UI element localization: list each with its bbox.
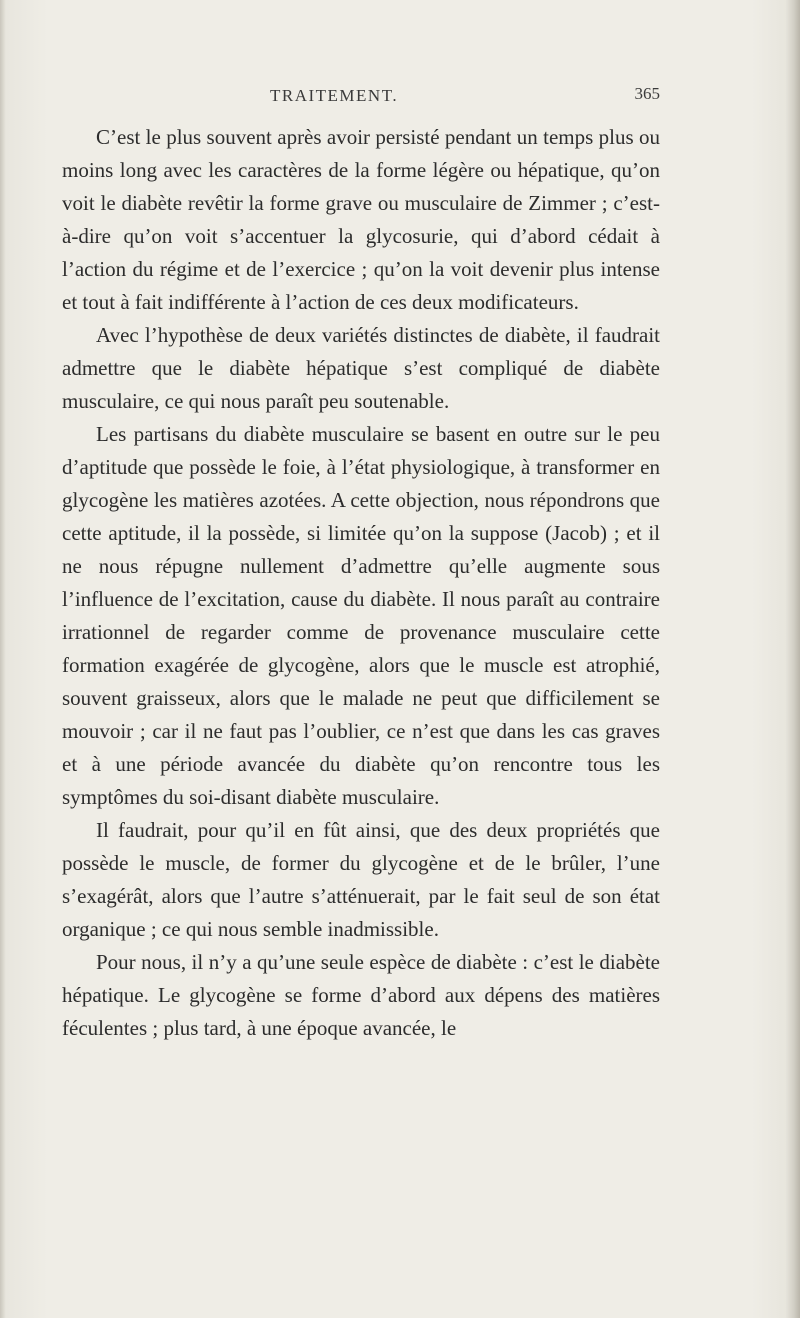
paragraph: Avec l’hypothèse de deux variétés distinctes de diabète, il faudrait admettre que le diabète hépatique s’est compliqué de diabète musculaire, ce qui nous paraît peu soutenable. (62, 323, 660, 413)
page-header (62, 80, 660, 108)
paragraph: Pour nous, il n’y a qu’une seule espèce de diabète : c’est le diabète hépatique. Le glycogène se forme d’abord aux dépens des matières féculentes ; plus tard, à une époque avancée, le (62, 950, 660, 1040)
page-number: 365 (634, 84, 660, 103)
page-left-edge (0, 0, 6, 1318)
running-title: TRAITEMENT. (270, 86, 399, 105)
page-right-edge (786, 0, 800, 1318)
body-text (62, 121, 660, 1045)
paragraph: Il faudrait, pour qu’il en fût ainsi, que des deux propriétés que possède le muscle, de former du glycogène et de le brûler, l’une s’exagérât, alors que l’autre s’atténuerait, par le fait seul de son état organique ; ce qui nous semble inadmissible. (62, 818, 660, 941)
paragraph: C’est le plus souvent après avoir persisté pendant un temps plus ou moins long avec les caractères de la forme légère ou hépatique, qu’on voit le diabète revêtir la forme grave ou musculaire de Zimmer ; c’est-à-dire qu’on voit s’accentuer la glycosurie, qui d’abord cédait à l’action du régime et de l’exercice ; qu’on la voit devenir plus intense et tout à fait indifférente à l’action de ces deux modificateurs. (62, 125, 660, 314)
paragraph: Les partisans du diabète musculaire se basent en outre sur le peu d’aptitude que possède le foie, à l’état physiologique, à transformer en glycogène les matières azotées. A cette objection, nous répondrons que cette aptitude, il la possède, si limitée qu’on la suppose (Jacob) ; et il ne nous répugne nullement d’admettre qu’elle augmente sous l’influence de l’excitation, cause du diabète. Il nous paraît au contraire irrationnel de regarder comme de provenance musculaire cette formation exagérée de glycogène, alors que le muscle est atrophié, souvent graisseux, alors que le malade ne peut que difficilement se mouvoir ; car il ne faut pas l’oublier, ce n’est que dans les cas graves et à une période avancée du diabète qu’on rencontre tous les symptômes du soi-disant diabète musculaire. (62, 422, 660, 809)
